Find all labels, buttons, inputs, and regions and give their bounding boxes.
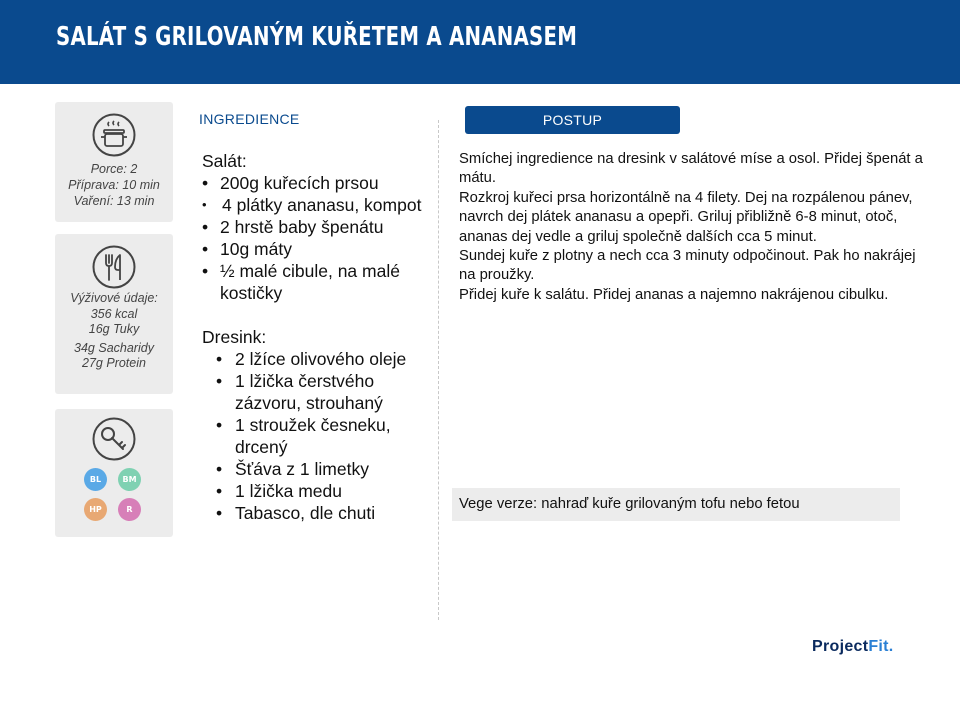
list-item: • 1 lžička čerstvého zázvoru, strouhaný	[216, 371, 383, 413]
ingredient-text: 1 lžička čerstvého zázvoru, strouhaný	[235, 371, 383, 413]
fork-knife-icon	[92, 245, 136, 289]
bullet: •	[202, 239, 209, 259]
list-item	[202, 260, 434, 304]
ingredients-list	[202, 150, 434, 524]
carbs-text: 34g Sacharidy	[74, 341, 154, 355]
step-2: Rozkroj kuřeci prsa horizontálně na 4 filety. Dej na rozpálenou pánev, navrch dej plátek ananasu a opepři. Griluj přibližně 6-8 minut, otoč, ananas dej vedle a griluj společně dalších cca 5 minut.	[459, 189, 913, 245]
bullet: •	[202, 261, 209, 281]
nutrition-card	[55, 234, 173, 394]
info-card	[55, 102, 173, 222]
page-title: SALÁT S GRILOVANÝM KUŘETEM A ANANASEM	[56, 22, 578, 52]
list-item: • Šťáva z 1 limetky	[216, 459, 369, 479]
tags-card	[55, 409, 173, 537]
badge-bl: BL	[84, 468, 107, 491]
bullet: •	[202, 217, 209, 237]
kcal-text: 356 kcal	[90, 307, 138, 321]
bullet: •	[202, 173, 209, 193]
pot-icon	[92, 113, 136, 157]
prep-time-text: Příprava: 10 min	[68, 178, 160, 192]
ingredient-text: 4 plátky ananasu, kompot	[222, 195, 422, 215]
projectfit-logo	[812, 638, 894, 656]
list-item: • 2 lžíce olivového oleje	[216, 349, 407, 369]
servings-text: Porce: 2	[90, 162, 138, 176]
logo-part-2: Fit.	[868, 638, 894, 655]
step-4: Přidej kuře k salátu. Přidej ananas a najemno nakrájenou cibulku.	[459, 286, 889, 303]
list-item: • 1 stroužek česneku, drcený	[216, 415, 391, 457]
logo-part-1: Project	[812, 638, 869, 655]
list-item	[202, 194, 434, 216]
ingredient-text: 1 lžička medu	[235, 481, 342, 501]
ingredient-text: 2 lžíce olivového oleje	[235, 349, 407, 369]
step-1: Smíchej ingredience na dresink v salátové míse a osol. Přidej špenát a mátu.	[459, 151, 923, 187]
list-item	[202, 238, 434, 260]
ingredient-text: Tabasco, dle chuti	[235, 503, 376, 523]
ingredient-text: 2 hrstě baby špenátu	[220, 217, 384, 237]
cook-time-text: Vaření: 13 min	[73, 194, 155, 208]
vege-note: Vege verze: nahraď kuře grilovaným tofu nebo fetou	[452, 488, 900, 521]
column-divider	[438, 120, 439, 620]
badge-r: R	[118, 498, 141, 521]
key-icon	[92, 417, 136, 461]
list-item: • Tabasco, dle chuti	[216, 503, 376, 523]
ingredient-text: 10g máty	[220, 239, 292, 259]
list-item: • 1 lžička medu	[216, 481, 342, 501]
salat-label: Salát:	[202, 151, 247, 171]
dresink-label: Dresink:	[202, 327, 267, 347]
ingredient-text: Šťáva z 1 limetky	[235, 459, 369, 479]
steps-text	[459, 150, 929, 305]
bullet: •	[202, 197, 207, 212]
step-3: Sundej kuře z plotny a nech cca 3 minuty odpočinout. Pak ho nakrájej na proužky.	[459, 248, 916, 284]
ingredient-text: 200g kuřecích prsou	[220, 173, 379, 193]
ingredients-heading: INGREDIENCE	[199, 111, 300, 127]
nutrition-label: Výživové údaje:	[70, 291, 158, 305]
ingredient-text: 1 stroužek česneku, drcený	[235, 415, 391, 457]
protein-text: 27g Protein	[82, 356, 146, 370]
badge-bm: BM	[118, 468, 141, 491]
ingredient-text: ½ malé cibule, na malé kostičky	[220, 261, 400, 303]
header-bar	[0, 0, 960, 84]
badge-hp: HP	[84, 498, 107, 521]
list-item	[202, 216, 434, 238]
fat-text: 16g Tuky	[88, 322, 140, 336]
list-item	[202, 172, 434, 194]
postup-button[interactable]: POSTUP	[465, 106, 680, 134]
dresink-list	[202, 348, 434, 524]
